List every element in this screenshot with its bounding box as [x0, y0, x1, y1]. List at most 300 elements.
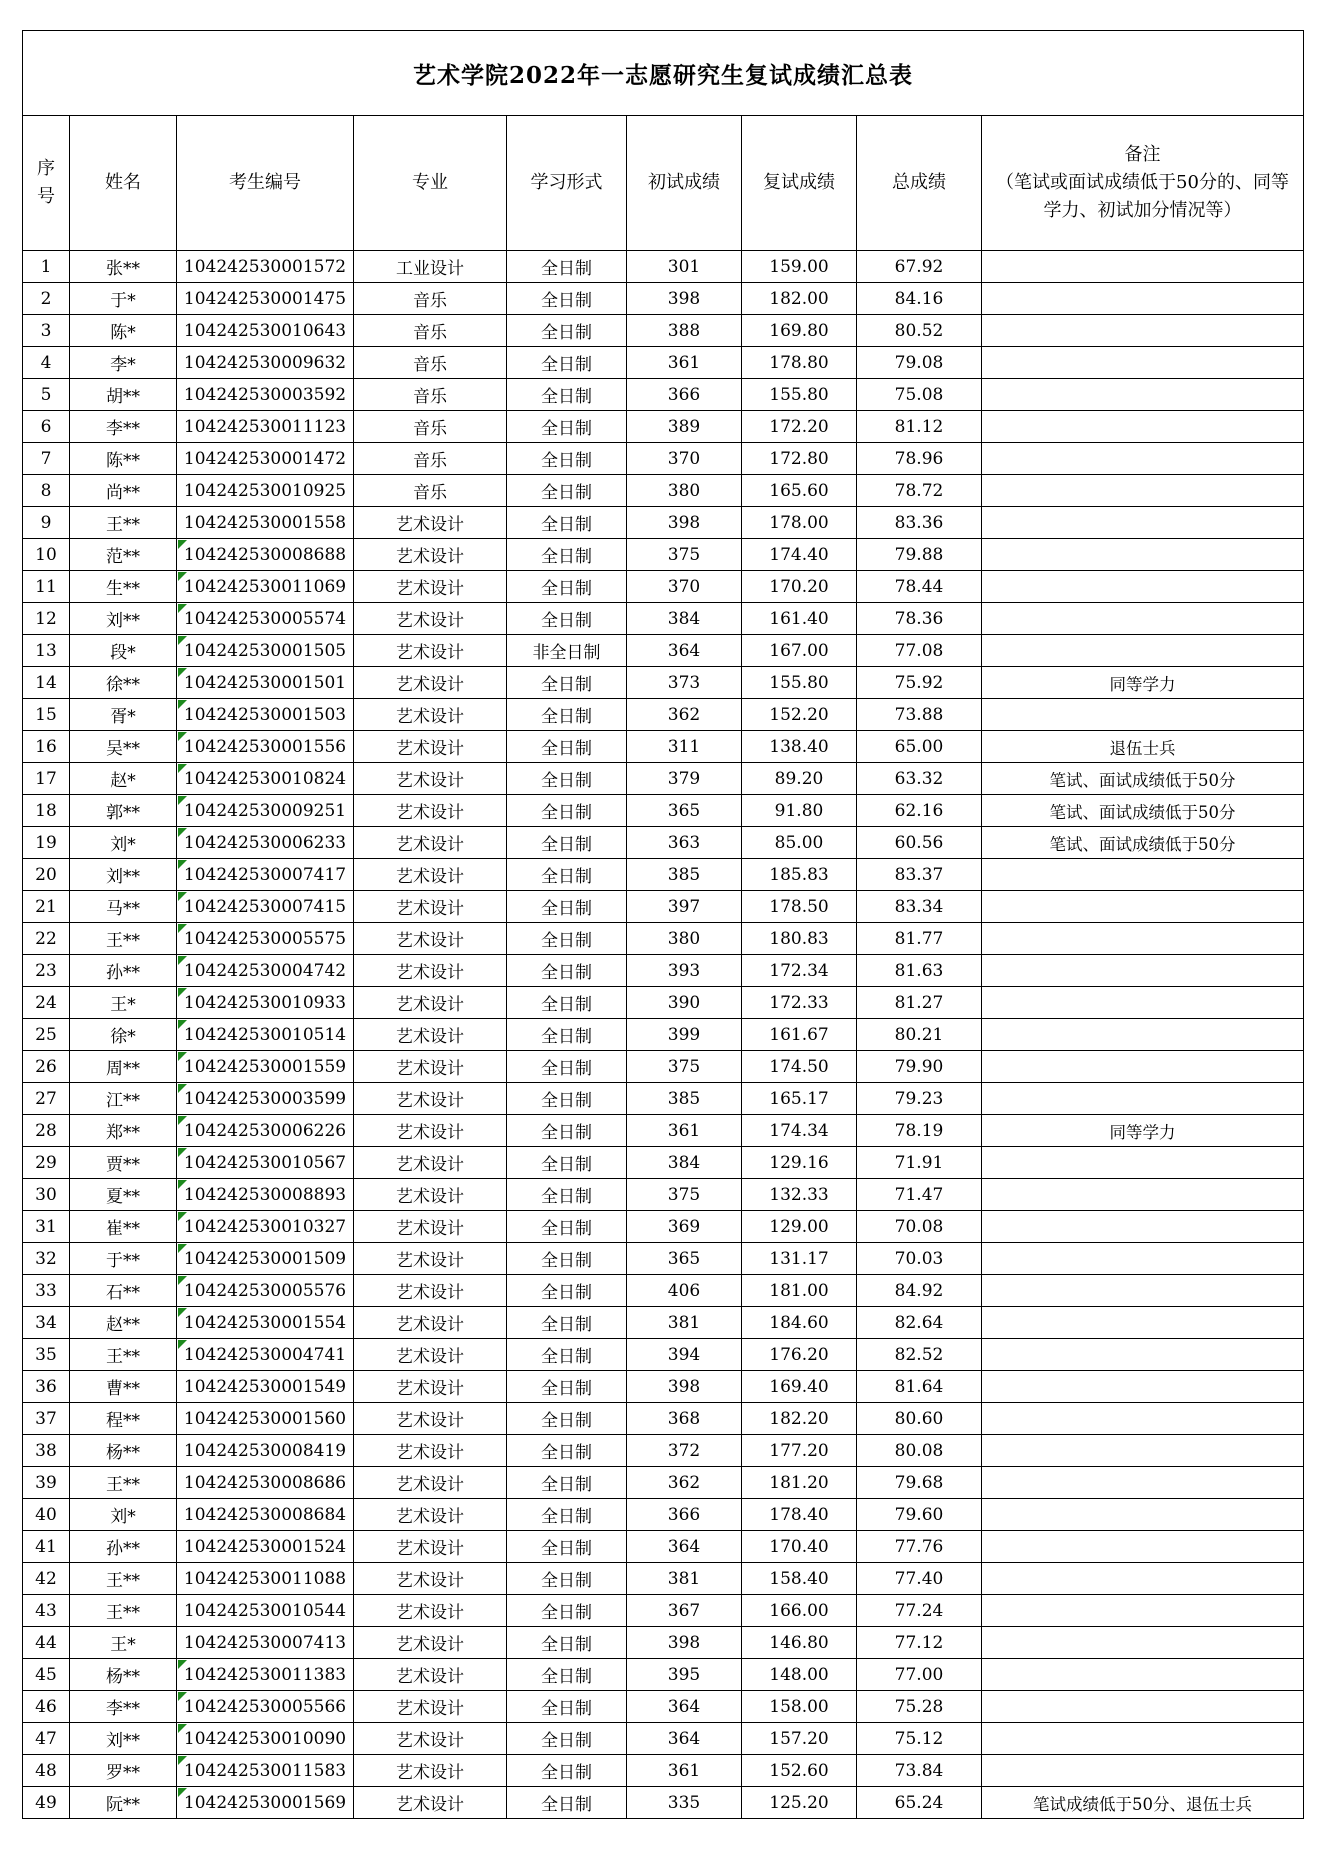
cell-mode: 全日制 — [507, 891, 627, 923]
cell-seq: 4 — [23, 347, 70, 379]
cell-id: 104242530011383 — [177, 1659, 354, 1691]
cell-id: 104242530010933 — [177, 987, 354, 1019]
cell-id: 104242530001549 — [177, 1371, 354, 1403]
cell-mode: 全日制 — [507, 987, 627, 1019]
cell-initial: 375 — [627, 539, 742, 571]
cell-id: 104242530007417 — [177, 859, 354, 891]
column-header-seq: 序号 — [23, 116, 70, 251]
cell-id: 104242530010567 — [177, 1147, 354, 1179]
cell-total: 65.24 — [857, 1787, 982, 1819]
cell-seq: 15 — [23, 699, 70, 731]
cell-name: 阮** — [70, 1787, 177, 1819]
cell-total: 60.56 — [857, 827, 982, 859]
cell-major: 艺术设计 — [354, 1755, 507, 1787]
cell-total: 79.60 — [857, 1499, 982, 1531]
table-row — [23, 859, 1304, 891]
cell-seq: 46 — [23, 1691, 70, 1723]
cell-seq: 12 — [23, 603, 70, 635]
cell-name: 赵* — [70, 763, 177, 795]
cell-major: 艺术设计 — [354, 1563, 507, 1595]
cell-major: 艺术设计 — [354, 1531, 507, 1563]
cell-initial: 384 — [627, 1147, 742, 1179]
excel-corner-flag-icon — [178, 1148, 187, 1157]
cell-id: 104242530010544 — [177, 1595, 354, 1627]
cell-initial: 367 — [627, 1595, 742, 1627]
column-header-remark — [982, 116, 1304, 251]
cell-name: 徐** — [70, 667, 177, 699]
cell-mode: 全日制 — [507, 1787, 627, 1819]
cell-mode: 全日制 — [507, 443, 627, 475]
cell-mode: 全日制 — [507, 1179, 627, 1211]
excel-corner-flag-icon — [178, 1116, 187, 1125]
excel-corner-flag-icon — [178, 540, 187, 549]
cell-id: 104242530010643 — [177, 315, 354, 347]
cell-mode: 全日制 — [507, 411, 627, 443]
cell-major: 艺术设计 — [354, 1499, 507, 1531]
cell-mode: 全日制 — [507, 731, 627, 763]
cell-total: 81.27 — [857, 987, 982, 1019]
table-row — [23, 731, 1304, 763]
cell-total: 75.12 — [857, 1723, 982, 1755]
cell-remark — [982, 1563, 1304, 1595]
cell-seq: 13 — [23, 635, 70, 667]
cell-seq: 42 — [23, 1563, 70, 1595]
cell-retest: 174.50 — [742, 1051, 857, 1083]
table-row — [23, 571, 1304, 603]
excel-corner-flag-icon — [178, 1020, 187, 1029]
cell-retest: 152.20 — [742, 699, 857, 731]
score-sheet — [22, 30, 1304, 1819]
cell-retest: 170.20 — [742, 571, 857, 603]
cell-name: 石** — [70, 1275, 177, 1307]
cell-remark — [982, 315, 1304, 347]
cell-mode: 全日制 — [507, 1627, 627, 1659]
cell-remark — [982, 1723, 1304, 1755]
cell-total: 77.24 — [857, 1595, 982, 1627]
cell-total: 81.12 — [857, 411, 982, 443]
cell-retest: 131.17 — [742, 1243, 857, 1275]
cell-retest: 161.67 — [742, 1019, 857, 1051]
column-header-major: 专业 — [354, 116, 507, 251]
cell-id: 104242530003592 — [177, 379, 354, 411]
cell-total: 82.64 — [857, 1307, 982, 1339]
cell-id: 104242530005574 — [177, 603, 354, 635]
cell-major: 艺术设计 — [354, 891, 507, 923]
cell-id: 104242530005575 — [177, 923, 354, 955]
cell-seq: 39 — [23, 1467, 70, 1499]
cell-mode: 全日制 — [507, 603, 627, 635]
cell-id: 104242530006226 — [177, 1115, 354, 1147]
table-row — [23, 283, 1304, 315]
cell-retest: 148.00 — [742, 1659, 857, 1691]
cell-name: 刘* — [70, 827, 177, 859]
cell-remark — [982, 251, 1304, 283]
cell-mode: 全日制 — [507, 1115, 627, 1147]
cell-initial: 393 — [627, 955, 742, 987]
excel-corner-flag-icon — [178, 1724, 187, 1733]
excel-corner-flag-icon — [178, 1276, 187, 1285]
table-row — [23, 347, 1304, 379]
table-row — [23, 1755, 1304, 1787]
cell-major: 音乐 — [354, 347, 507, 379]
cell-initial: 311 — [627, 731, 742, 763]
cell-name: 周** — [70, 1051, 177, 1083]
table-row — [23, 667, 1304, 699]
cell-retest: 177.20 — [742, 1435, 857, 1467]
table-row — [23, 1051, 1304, 1083]
cell-remark — [982, 859, 1304, 891]
cell-retest: 178.50 — [742, 891, 857, 923]
cell-seq: 30 — [23, 1179, 70, 1211]
cell-mode: 全日制 — [507, 923, 627, 955]
cell-mode: 全日制 — [507, 1371, 627, 1403]
cell-seq: 40 — [23, 1499, 70, 1531]
cell-id: 104242530007413 — [177, 1627, 354, 1659]
cell-initial: 370 — [627, 571, 742, 603]
excel-corner-flag-icon — [178, 1244, 187, 1253]
cell-initial: 389 — [627, 411, 742, 443]
cell-name: 夏** — [70, 1179, 177, 1211]
cell-mode: 全日制 — [507, 1147, 627, 1179]
table-row — [23, 1595, 1304, 1627]
cell-major: 艺术设计 — [354, 1403, 507, 1435]
table-title-row — [23, 31, 1304, 116]
cell-total: 77.00 — [857, 1659, 982, 1691]
table-row — [23, 1307, 1304, 1339]
cell-remark — [982, 443, 1304, 475]
table-row — [23, 1531, 1304, 1563]
excel-corner-flag-icon — [178, 988, 187, 997]
cell-seq: 3 — [23, 315, 70, 347]
cell-retest: 161.40 — [742, 603, 857, 635]
cell-retest: 170.40 — [742, 1531, 857, 1563]
cell-id: 104242530007415 — [177, 891, 354, 923]
cell-remark — [982, 1083, 1304, 1115]
cell-retest: 146.80 — [742, 1627, 857, 1659]
cell-major: 艺术设计 — [354, 1147, 507, 1179]
cell-name: 李** — [70, 1691, 177, 1723]
cell-remark: 笔试、面试成绩低于50分 — [982, 827, 1304, 859]
cell-major: 艺术设计 — [354, 827, 507, 859]
cell-seq: 35 — [23, 1339, 70, 1371]
cell-seq: 25 — [23, 1019, 70, 1051]
table-row — [23, 1211, 1304, 1243]
cell-mode: 全日制 — [507, 1019, 627, 1051]
cell-remark — [982, 1339, 1304, 1371]
cell-initial: 380 — [627, 475, 742, 507]
cell-initial: 406 — [627, 1275, 742, 1307]
cell-remark — [982, 283, 1304, 315]
cell-initial: 369 — [627, 1211, 742, 1243]
cell-name: 李* — [70, 347, 177, 379]
cell-remark — [982, 1243, 1304, 1275]
cell-total: 78.19 — [857, 1115, 982, 1147]
cell-id: 104242530010925 — [177, 475, 354, 507]
cell-name: 段* — [70, 635, 177, 667]
cell-id: 104242530010090 — [177, 1723, 354, 1755]
cell-id: 104242530001475 — [177, 283, 354, 315]
excel-corner-flag-icon — [178, 1212, 187, 1221]
cell-remark — [982, 1435, 1304, 1467]
cell-mode: 全日制 — [507, 1211, 627, 1243]
table-row — [23, 827, 1304, 859]
table-row — [23, 539, 1304, 571]
cell-total: 75.28 — [857, 1691, 982, 1723]
cell-name: 杨** — [70, 1659, 177, 1691]
cell-major: 艺术设计 — [354, 1371, 507, 1403]
cell-initial: 335 — [627, 1787, 742, 1819]
table-row — [23, 379, 1304, 411]
cell-name: 生** — [70, 571, 177, 603]
cell-initial: 384 — [627, 603, 742, 635]
cell-total: 79.23 — [857, 1083, 982, 1115]
cell-name: 孙** — [70, 955, 177, 987]
cell-seq: 45 — [23, 1659, 70, 1691]
cell-major: 艺术设计 — [354, 1595, 507, 1627]
cell-initial: 365 — [627, 795, 742, 827]
excel-corner-flag-icon — [178, 572, 187, 581]
table-body — [23, 251, 1304, 1819]
table-row — [23, 1659, 1304, 1691]
cell-seq: 49 — [23, 1787, 70, 1819]
cell-remark: 同等学力 — [982, 1115, 1304, 1147]
table-row — [23, 1339, 1304, 1371]
cell-name: 徐* — [70, 1019, 177, 1051]
cell-name: 刘** — [70, 1723, 177, 1755]
cell-seq: 5 — [23, 379, 70, 411]
cell-total: 77.12 — [857, 1627, 982, 1659]
cell-remark — [982, 1467, 1304, 1499]
cell-id: 104242530008893 — [177, 1179, 354, 1211]
cell-retest: 172.34 — [742, 955, 857, 987]
cell-total: 80.60 — [857, 1403, 982, 1435]
cell-mode: 全日制 — [507, 283, 627, 315]
cell-mode: 全日制 — [507, 1755, 627, 1787]
cell-mode: 全日制 — [507, 251, 627, 283]
cell-total: 75.92 — [857, 667, 982, 699]
cell-seq: 24 — [23, 987, 70, 1019]
cell-name: 吴** — [70, 731, 177, 763]
cell-name: 郭** — [70, 795, 177, 827]
cell-initial: 361 — [627, 1115, 742, 1147]
cell-id: 104242530011583 — [177, 1755, 354, 1787]
cell-mode: 全日制 — [507, 1307, 627, 1339]
cell-major: 艺术设计 — [354, 1339, 507, 1371]
cell-total: 79.68 — [857, 1467, 982, 1499]
cell-major: 艺术设计 — [354, 699, 507, 731]
cell-mode: 全日制 — [507, 539, 627, 571]
cell-initial: 364 — [627, 635, 742, 667]
cell-seq: 19 — [23, 827, 70, 859]
excel-corner-flag-icon — [178, 1340, 187, 1349]
cell-seq: 9 — [23, 507, 70, 539]
cell-id: 104242530008684 — [177, 1499, 354, 1531]
cell-remark — [982, 1403, 1304, 1435]
cell-major: 艺术设计 — [354, 1243, 507, 1275]
table-row — [23, 1275, 1304, 1307]
table-row — [23, 923, 1304, 955]
cell-id: 104242530011069 — [177, 571, 354, 603]
cell-remark — [982, 1211, 1304, 1243]
cell-total: 81.63 — [857, 955, 982, 987]
cell-retest: 89.20 — [742, 763, 857, 795]
cell-mode: 全日制 — [507, 699, 627, 731]
cell-retest: 165.60 — [742, 475, 857, 507]
cell-id: 104242530001559 — [177, 1051, 354, 1083]
cell-id: 104242530001509 — [177, 1243, 354, 1275]
cell-total: 77.40 — [857, 1563, 982, 1595]
excel-corner-flag-icon — [178, 1788, 187, 1797]
cell-retest: 182.00 — [742, 283, 857, 315]
cell-mode: 非全日制 — [507, 635, 627, 667]
cell-seq: 21 — [23, 891, 70, 923]
table-row — [23, 475, 1304, 507]
cell-seq: 48 — [23, 1755, 70, 1787]
cell-id: 104242530001472 — [177, 443, 354, 475]
cell-total: 84.92 — [857, 1275, 982, 1307]
cell-major: 艺术设计 — [354, 1275, 507, 1307]
cell-initial: 373 — [627, 667, 742, 699]
cell-id: 104242530010824 — [177, 763, 354, 795]
cell-major: 艺术设计 — [354, 1435, 507, 1467]
cell-mode: 全日制 — [507, 1723, 627, 1755]
cell-remark — [982, 1275, 1304, 1307]
cell-seq: 10 — [23, 539, 70, 571]
cell-name: 于** — [70, 1243, 177, 1275]
cell-seq: 43 — [23, 1595, 70, 1627]
cell-remark — [982, 955, 1304, 987]
table-row — [23, 891, 1304, 923]
cell-mode: 全日制 — [507, 667, 627, 699]
cell-remark — [982, 507, 1304, 539]
cell-seq: 11 — [23, 571, 70, 603]
excel-corner-flag-icon — [178, 1084, 187, 1093]
cell-mode: 全日制 — [507, 1403, 627, 1435]
cell-retest: 181.00 — [742, 1275, 857, 1307]
cell-remark: 同等学力 — [982, 667, 1304, 699]
cell-seq: 14 — [23, 667, 70, 699]
cell-major: 艺术设计 — [354, 667, 507, 699]
cell-major: 艺术设计 — [354, 859, 507, 891]
cell-remark — [982, 571, 1304, 603]
table-row — [23, 1083, 1304, 1115]
cell-total: 65.00 — [857, 731, 982, 763]
cell-total: 83.34 — [857, 891, 982, 923]
cell-seq: 6 — [23, 411, 70, 443]
cell-total: 70.03 — [857, 1243, 982, 1275]
cell-mode: 全日制 — [507, 1499, 627, 1531]
cell-remark — [982, 539, 1304, 571]
cell-major: 艺术设计 — [354, 923, 507, 955]
cell-id: 104242530011123 — [177, 411, 354, 443]
cell-retest: 125.20 — [742, 1787, 857, 1819]
cell-seq: 41 — [23, 1531, 70, 1563]
cell-remark: 笔试成绩低于50分、退伍士兵 — [982, 1787, 1304, 1819]
excel-corner-flag-icon — [178, 1660, 187, 1669]
excel-corner-flag-icon — [178, 764, 187, 773]
cell-initial: 381 — [627, 1307, 742, 1339]
cell-name: 胥* — [70, 699, 177, 731]
cell-remark — [982, 379, 1304, 411]
cell-total: 70.08 — [857, 1211, 982, 1243]
cell-initial: 365 — [627, 1243, 742, 1275]
cell-mode: 全日制 — [507, 507, 627, 539]
cell-major: 艺术设计 — [354, 1179, 507, 1211]
table-row — [23, 1147, 1304, 1179]
table-row — [23, 1627, 1304, 1659]
remark-header-subtitle: （笔试或面试成绩低于50分的、同等学力、初试加分情况等） — [996, 172, 1289, 221]
cell-major: 艺术设计 — [354, 1723, 507, 1755]
table-row — [23, 507, 1304, 539]
cell-mode: 全日制 — [507, 795, 627, 827]
cell-retest: 174.34 — [742, 1115, 857, 1147]
cell-retest: 182.20 — [742, 1403, 857, 1435]
table-row — [23, 635, 1304, 667]
cell-id: 104242530008419 — [177, 1435, 354, 1467]
cell-name: 赵** — [70, 1307, 177, 1339]
table-row — [23, 1403, 1304, 1435]
cell-retest: 138.40 — [742, 731, 857, 763]
column-header-name: 姓名 — [70, 116, 177, 251]
cell-name: 尚** — [70, 475, 177, 507]
cell-retest: 169.80 — [742, 315, 857, 347]
cell-major: 艺术设计 — [354, 731, 507, 763]
cell-major: 艺术设计 — [354, 635, 507, 667]
cell-seq: 37 — [23, 1403, 70, 1435]
cell-retest: 176.20 — [742, 1339, 857, 1371]
cell-id: 104242530011088 — [177, 1563, 354, 1595]
cell-major: 工业设计 — [354, 251, 507, 283]
cell-retest: 184.60 — [742, 1307, 857, 1339]
cell-id: 104242530005566 — [177, 1691, 354, 1723]
cell-mode: 全日制 — [507, 827, 627, 859]
cell-seq: 31 — [23, 1211, 70, 1243]
cell-total: 83.37 — [857, 859, 982, 891]
cell-seq: 28 — [23, 1115, 70, 1147]
table-row — [23, 763, 1304, 795]
cell-major: 艺术设计 — [354, 603, 507, 635]
cell-name: 王** — [70, 1595, 177, 1627]
cell-total: 62.16 — [857, 795, 982, 827]
cell-id: 104242530001554 — [177, 1307, 354, 1339]
table-row — [23, 1115, 1304, 1147]
cell-remark — [982, 923, 1304, 955]
cell-retest: 129.00 — [742, 1211, 857, 1243]
cell-initial: 390 — [627, 987, 742, 1019]
cell-total: 79.90 — [857, 1051, 982, 1083]
cell-name: 陈* — [70, 315, 177, 347]
cell-major: 艺术设计 — [354, 1083, 507, 1115]
cell-initial: 361 — [627, 347, 742, 379]
cell-mode: 全日制 — [507, 1083, 627, 1115]
cell-initial: 385 — [627, 1083, 742, 1115]
excel-corner-flag-icon — [178, 668, 187, 677]
cell-total: 63.32 — [857, 763, 982, 795]
cell-mode: 全日制 — [507, 763, 627, 795]
cell-retest: 172.33 — [742, 987, 857, 1019]
cell-name: 孙** — [70, 1531, 177, 1563]
cell-mode: 全日制 — [507, 1243, 627, 1275]
cell-remark — [982, 1147, 1304, 1179]
table-row — [23, 1467, 1304, 1499]
excel-corner-flag-icon — [178, 1756, 187, 1765]
cell-mode: 全日制 — [507, 347, 627, 379]
cell-initial: 364 — [627, 1691, 742, 1723]
cell-name: 王** — [70, 923, 177, 955]
cell-mode: 全日制 — [507, 315, 627, 347]
cell-major: 艺术设计 — [354, 955, 507, 987]
cell-initial: 361 — [627, 1755, 742, 1787]
